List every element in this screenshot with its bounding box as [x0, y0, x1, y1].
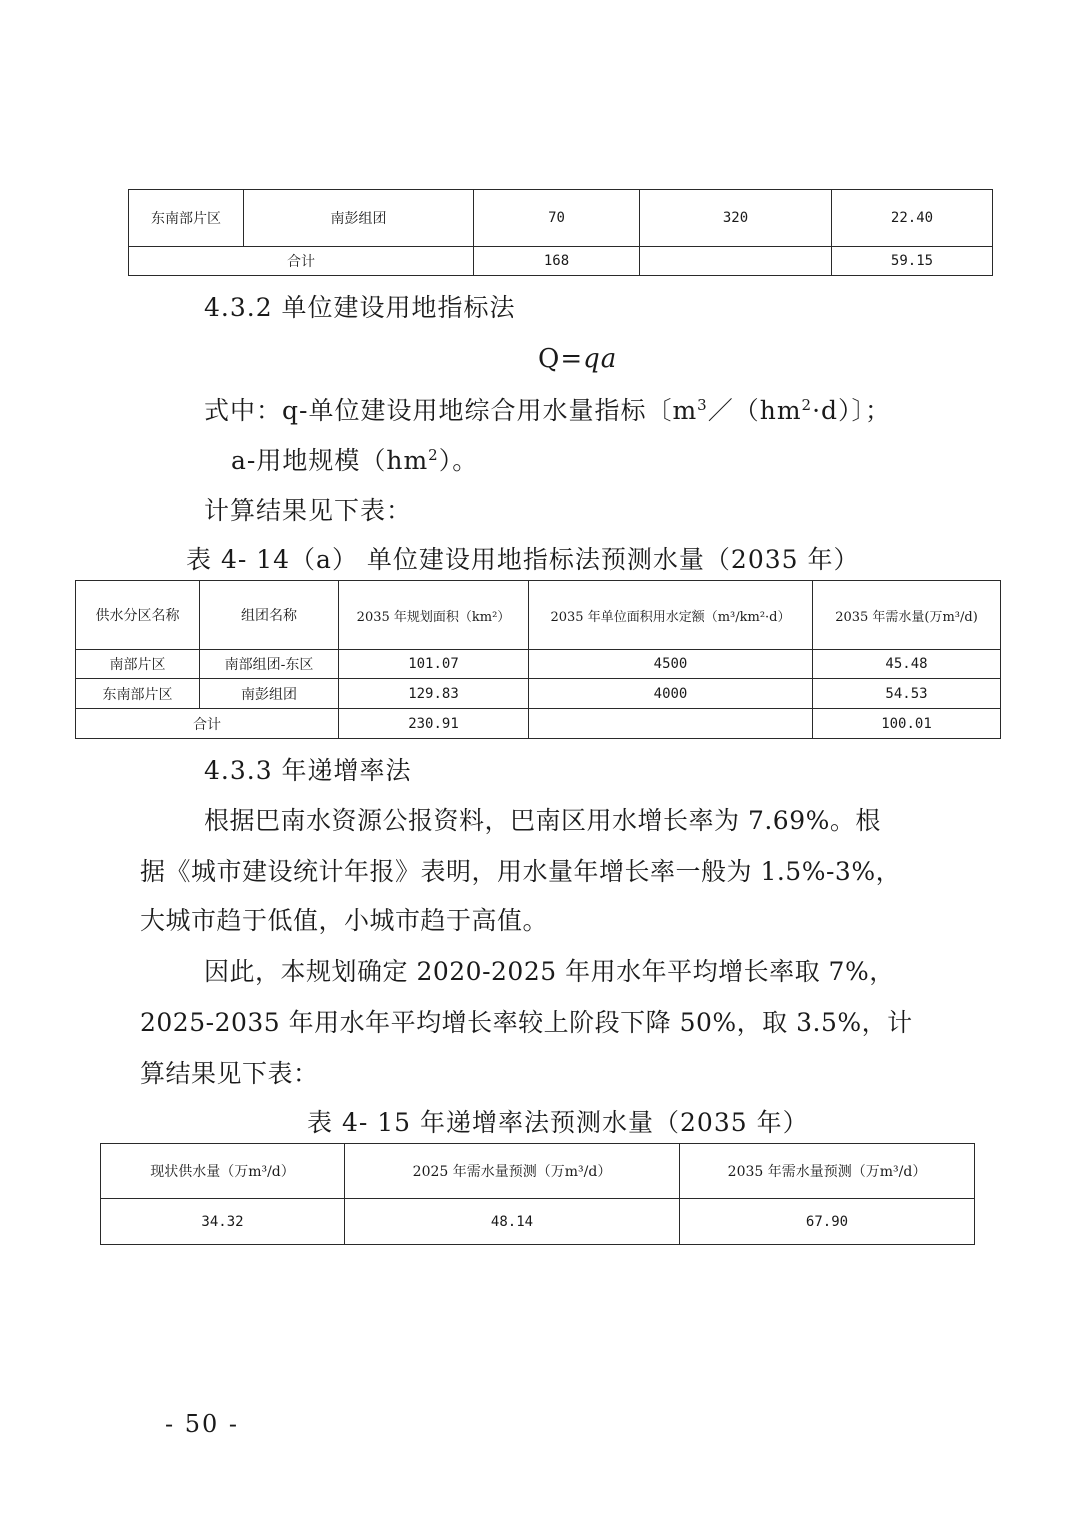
body-line: 大城市趋于低值，小城市趋于高值。 — [140, 906, 549, 935]
table-cell: 48.14 — [345, 1199, 680, 1245]
body-line: 根据巴南水资源公报资料，巴南区用水增长率为 7.69%。根 — [204, 806, 881, 835]
table-414 — [75, 580, 1001, 739]
table-row — [76, 679, 1001, 709]
formula — [538, 344, 617, 374]
table-cell — [529, 709, 813, 739]
table-caption-415: 表 4- 15 年递增率法预测水量（2035 年） — [307, 1108, 809, 1137]
definition-text: ／（hm — [707, 396, 802, 425]
body-line: 据《城市建设统计年报》表明，用水量年增长率一般为 1.5%-3%， — [140, 857, 902, 886]
table-cell: 南彭组团 — [200, 679, 339, 709]
table-cell: 45.48 — [813, 650, 1001, 679]
definition-text: a-用地规模（hm — [231, 446, 429, 475]
table-row — [76, 650, 1001, 679]
definition-text: 式中：q-单位建设用地综合用水量指标〔m — [204, 396, 698, 425]
table-header-row — [101, 1144, 975, 1199]
table-cell: 129.83 — [339, 679, 529, 709]
table-caption-414: 表 4- 14（a） 单位建设用地指标法预测水量（2035 年） — [186, 545, 860, 574]
definition-text: ）。 — [438, 446, 479, 475]
table-header-row — [76, 581, 1001, 650]
table-header-cell: 2035 年需水量(万m³/d) — [813, 581, 1001, 650]
formula-q: Q= — [538, 344, 584, 374]
table-cell: 59.15 — [832, 247, 993, 276]
table-cell: 100.01 — [813, 709, 1001, 739]
table-cell: 南部片区 — [76, 650, 200, 679]
table-cell: 320 — [640, 190, 832, 247]
table-cell: 东南部片区 — [76, 679, 200, 709]
table-top-fragment — [128, 189, 993, 276]
table-header-cell: 组团名称 — [200, 581, 339, 650]
table-row — [101, 1199, 975, 1245]
table-cell: 230.91 — [339, 709, 529, 739]
table-cell: 168 — [474, 247, 640, 276]
table-cell: 70 — [474, 190, 640, 247]
table-cell: 合计 — [76, 709, 339, 739]
result-note: 计算结果见下表： — [204, 496, 413, 525]
superscript: 3 — [697, 396, 708, 414]
definition-text: ·d）〕； — [812, 396, 892, 425]
table-cell: 合计 — [129, 247, 474, 276]
table-cell — [640, 247, 832, 276]
table-header-cell: 2025 年需水量预测（万m³/d） — [345, 1144, 680, 1199]
section-heading-432: 4.3.2 单位建设用地指标法 — [204, 293, 516, 322]
table-total-row — [76, 709, 1001, 739]
table-cell: 东南部片区 — [129, 190, 244, 247]
section-heading-433: 4.3.3 年递增率法 — [204, 756, 412, 785]
body-line: 因此，本规划确定 2020-2025 年用水年平均增长率取 7%， — [204, 957, 895, 986]
page-number: - 50 - — [165, 1410, 240, 1438]
superscript: 2 — [428, 446, 439, 464]
table-header-cell: 2035 年规划面积（km²） — [339, 581, 529, 650]
table-row — [129, 190, 993, 247]
body-line: 2025-2035 年用水年平均增长率较上阶段下降 50%，取 3.5%，计 — [140, 1008, 913, 1037]
table-header-cell: 2035 年需水量预测（万m³/d） — [680, 1144, 975, 1199]
table-cell: 54.53 — [813, 679, 1001, 709]
table-cell: 67.90 — [680, 1199, 975, 1245]
table-cell: 4500 — [529, 650, 813, 679]
formula-qa: qa — [583, 344, 618, 374]
table-cell: 34.32 — [101, 1199, 345, 1245]
body-line: 算结果见下表： — [140, 1059, 319, 1088]
table-cell: 南部组团-东区 — [200, 650, 339, 679]
table-cell: 南彭组团 — [244, 190, 474, 247]
table-415 — [100, 1143, 975, 1245]
table-cell: 22.40 — [832, 190, 993, 247]
table-cell: 4000 — [529, 679, 813, 709]
table-cell: 101.07 — [339, 650, 529, 679]
table-header-cell: 现状供水量（万m³/d） — [101, 1144, 345, 1199]
table-header-cell: 供水分区名称 — [76, 581, 200, 650]
table-header-cell: 2035 年单位面积用水定额（m³/km²·d） — [529, 581, 813, 650]
superscript: 2 — [801, 396, 813, 414]
table-total-row — [129, 247, 993, 276]
definition-a — [231, 446, 478, 476]
definition-q — [204, 396, 891, 426]
